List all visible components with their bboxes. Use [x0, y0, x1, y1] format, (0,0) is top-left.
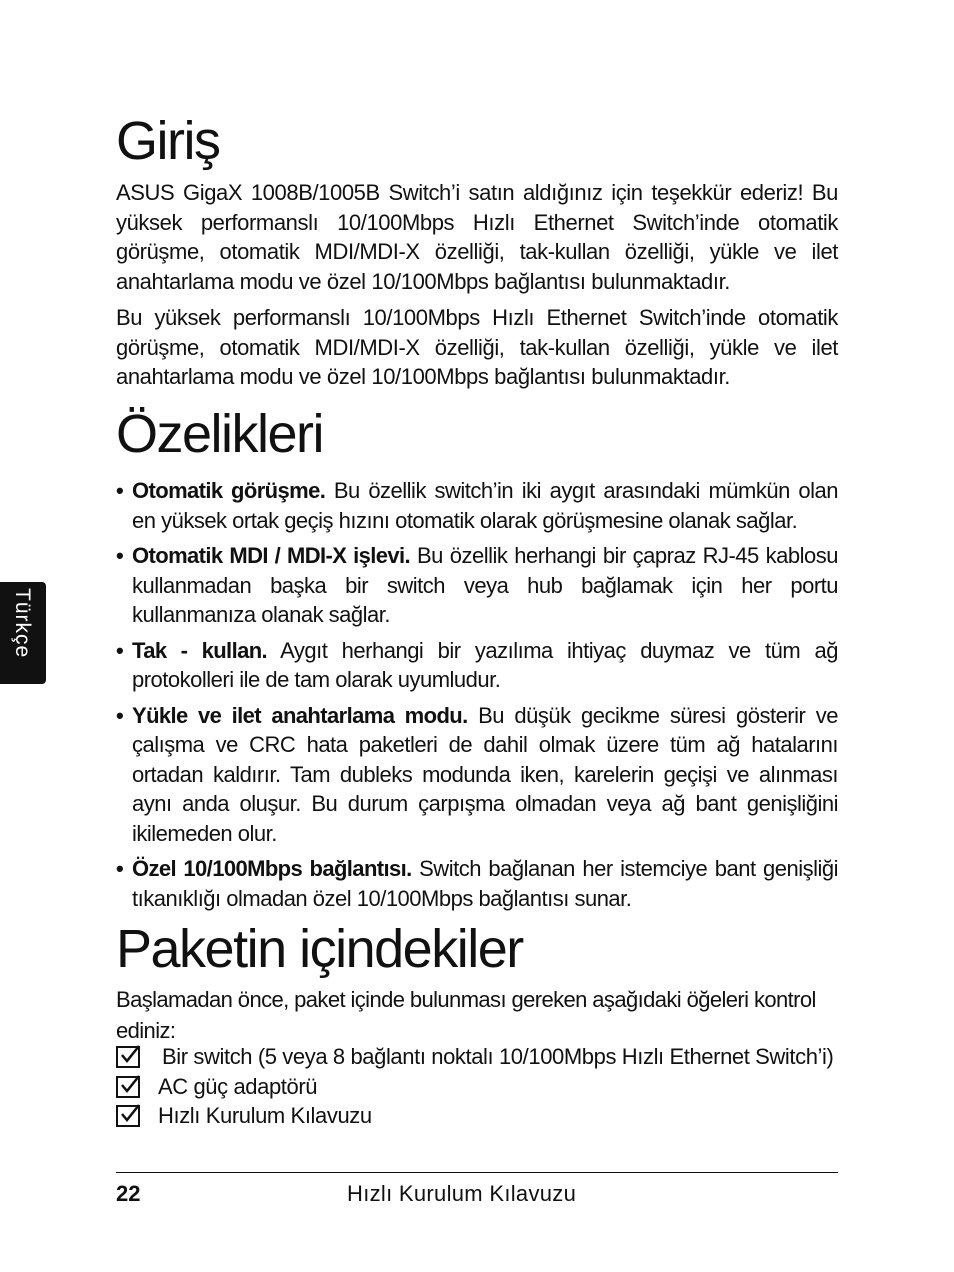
feature-text: Aygıt herhangi bir yazılıma ihtiyaç duymaz ve tüm ağ protokolleri ile de tam olarak uyumludur.: [132, 637, 838, 692]
footer-title: Hızlı Kurulum Kılavuzu: [347, 1181, 577, 1206]
heading-paket: Paketin içindekiler: [116, 919, 523, 979]
package-checklist: [116, 1042, 838, 1131]
checkbox-checked-icon: [116, 1076, 140, 1098]
bullet-icon: •: [116, 702, 124, 728]
checkbox-checked-icon: [116, 1046, 140, 1068]
heading-giris: Giriş: [116, 111, 220, 171]
checklist-item-label: Hızlı Kurulum Kılavuzu: [158, 1103, 372, 1128]
feature-title: Yükle ve ilet anahtarlama modu.: [132, 702, 468, 728]
intro-paragraph-2: Bu yüksek performanslı 10/100Mbps Hızlı Ethernet Switch’inde otomatik görüşme, otomatik MDI/MDI-X özelliği, tak-kullan özelliği, yükle ve ilet anahtarlama modu ve özel 10/100Mbps bağlantısı bulunmaktadır.: [116, 305, 838, 389]
bullet-icon: •: [116, 856, 124, 881]
feature-title: Otomatik görüşme.: [132, 478, 326, 503]
bullet-icon: •: [116, 637, 124, 663]
package-intro: Başlamadan önce, paket içinde bulunması gereken aşağıdaki öğeleri kontrol ediniz:: [116, 987, 816, 1043]
heading-ozellikleri: Özelikleri: [116, 404, 324, 464]
intro-paragraph-1: ASUS GigaX 1008B/1005B Switch’i satın aldığınız için teşekkür ederiz! Bu yüksek performanslı 10/100Mbps Hızlı Ethernet Switch’inde otomatik görüşme, otomatik MDI/MDI-X özelliği, tak-kullan özelliği, yükle ve ilet anahtarlama modu ve özel 10/100Mbps bağlantısı bulunmaktadır.: [116, 180, 838, 294]
checklist-item-label: AC güç adaptörü: [158, 1073, 318, 1099]
feature-text: Bu özellik herhangi bir çapraz RJ-45 kablosu kullanmadan başka bir switch veya hub bağlamak için her portu kullanmanıza olanak sağlar.: [132, 543, 839, 627]
checklist-item: [116, 1072, 838, 1102]
feature-item: [116, 701, 838, 849]
footer-divider: [116, 1172, 838, 1173]
feature-title: Otomatik MDI / MDI-X işlevi.: [132, 543, 411, 568]
bullet-icon: •: [116, 543, 124, 568]
feature-text: Bu özellik switch’in iki aygıt arasındaki mümkün olan en yüksek ortak geçiş hızını otomatik olarak görüşmesine olanak sağlar.: [132, 478, 838, 533]
feature-item: [116, 854, 838, 913]
feature-item: [116, 476, 838, 535]
bullet-icon: •: [116, 478, 124, 503]
page-number: 22: [116, 1181, 141, 1206]
language-tab: [0, 582, 46, 684]
feature-item: [116, 541, 838, 630]
feature-item: [116, 636, 838, 695]
checklist-item: [116, 1101, 838, 1131]
language-tab-label: Türkçe: [11, 588, 34, 659]
checklist-item: [116, 1042, 838, 1072]
feature-title: Tak - kullan.: [132, 637, 268, 663]
checklist-item-label: Bir switch (5 veya 8 bağlantı noktalı 10/100Mbps Hızlı Ethernet Switch’i): [162, 1044, 834, 1069]
checkbox-checked-icon: [116, 1105, 140, 1127]
feature-list: [116, 476, 838, 919]
feature-title: Özel 10/100Mbps bağlantısı.: [132, 856, 412, 881]
feature-text: Bu düşük gecikme süresi gösterir ve çalışma ve CRC hata paketleri de dahil olmak üzere tüm ağ hatalarını ortadan kaldırır. Tam dubleks modunda iken, karelerin geçişi ve alınması aynı anda oluşur. Bu durum çarpışma olmadan veya ağ bant genişliğini ikilemeden olur.: [132, 702, 838, 846]
feature-text: Switch bağlanan her istemciye bant genişliği tıkanıklığı olmadan özel 10/100Mbps bağlantısı sunar.: [132, 856, 838, 911]
